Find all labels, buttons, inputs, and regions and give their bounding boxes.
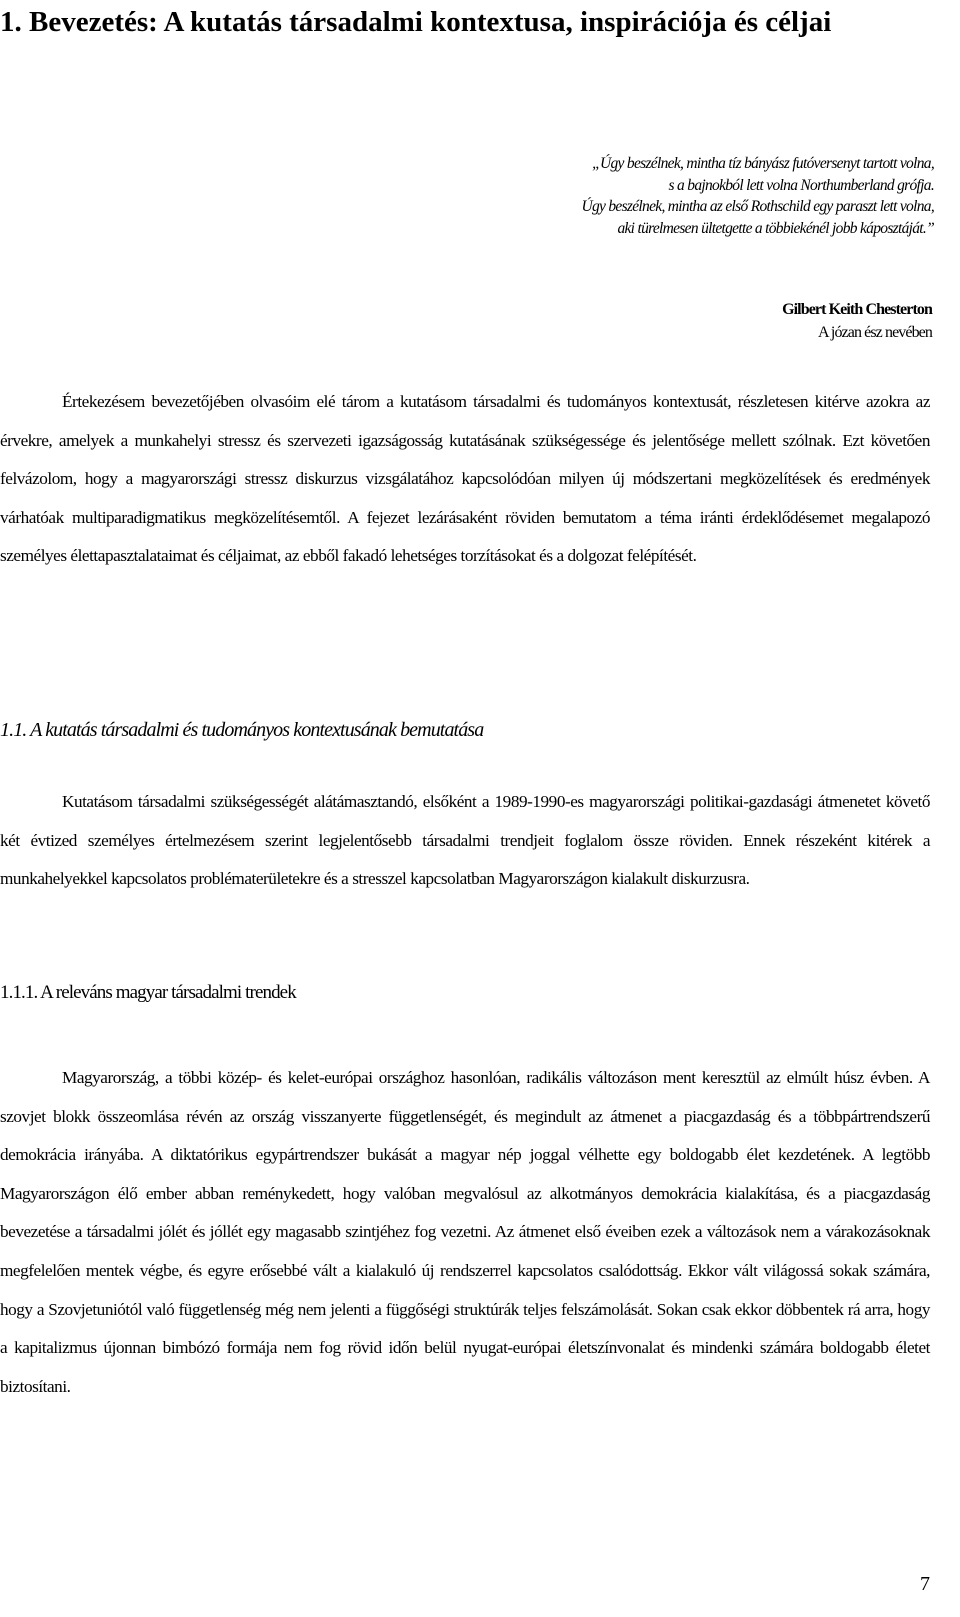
- epigraph-quote: [334, 153, 934, 239]
- epigraph-line: aki türelmesen ültetgette a többiekénél jobb káposztáját.”: [617, 219, 934, 237]
- epigraph-attribution: [782, 298, 932, 344]
- section-1-1-paragraph: Kutatásom társadalmi szükségességét alátámasztandó, elsőként a 1989-1990-es magyarországi politikai-gazdasági átmenetet követő két évtized személyes értelmezésem szerint legjelentősebb társadalmi trendjeit foglalom össze röviden. Ennek részeként kitérek a munkahelyekkel kapcsolatos problématerületekre és a stresszel kapcsolatban Magyarországon kialakult diskurzusra.: [0, 792, 930, 889]
- epigraph-author: Gilbert Keith Chesterton: [782, 301, 932, 318]
- epigraph-line: „Úgy beszélnek, mintha tíz bányász futóversenyt tartott volna,: [592, 155, 934, 172]
- epigraph-line: Úgy beszélnek, mintha az első Rothschild egy paraszt lett volna,: [581, 198, 934, 215]
- intro-paragraph: Értekezésem bevezetőjében olvasóim elé tárom a kutatásom társadalmi és tudományos kontextusát, részletesen kitérve azokra az érvekre, amelyek a munkahelyi stressz és szervezeti igazságosság kutatásának szükségessége és jelentősége mellett szólnak. Ezt követően felvázolom, hogy a magyarországi stressz diskurzus vizsgálatához kapcsolódóan milyen új módszertani megközelítések és eredmények várhatóak multiparadigmatikus megközelítésemtől. A fejezet lezárásaként röviden bemutatom a téma iránti érdeklődésemet megalapozó személyes élettapasztalataimat és céljaimat, az ebből fakadó lehetséges torzításokat és a dolgozat felépítését.: [0, 392, 930, 566]
- section-1-1-1-paragraph: Magyarország, a többi közép- és kelet-európai országhoz hasonlóan, radikális változáson ment keresztül az elmúlt húsz évben. A szovjet blokk összeomlása révén az ország visszanyerte függetlenségét, és megindult az átmenet a piacgazdaság és a többpártrendszerű demokrácia irányába. A diktatórikus egypártrendszer bukását a magyar nép joggal vélhette egy boldogabb élet kezdetének. A legtöbb Magyarországon élő ember abban reménykedett, hogy valóban megvalósul az alkotmányos demokrácia kialakítása, és a piacgazdaság bevezetése a társadalmi jólét és jóllét egy magasabb szintjéhez fog vezetni. Az átmenet első éveiben ezek a változások nem a várakozásoknak megfelelően mentek végbe, és egyre erősebbé vált a kialakuló új rendszerrel kapcsolatos csalódottság. Ekkor vált világossá sokak számára, hogy a Szovjetuniótól való függetlenség még nem jelenti a függőségi struktúrák teljes felszámolását. Sokan csak ekkor döbbentek rá arra, hogy a kapitalizmus újonnan bimbózó formája nem fog rövid időn belül nyugat-európai életszínvonalat és mindenki számára boldogabb életet biztosítani.: [0, 1068, 930, 1396]
- chapter-title: 1. Bevezetés: A kutatás társadalmi kontextusa, inspirációja és céljai: [0, 6, 832, 38]
- section-heading-1-1: 1.1. A kutatás társadalmi és tudományos kontextusának bemutatása: [0, 719, 484, 741]
- section-heading-1-1-1: 1.1.1. A releváns magyar társadalmi trendek: [0, 982, 296, 1003]
- epigraph-line: s a bajnokból lett volna Northumberland grófja.: [668, 176, 934, 194]
- page-number: 7: [920, 1573, 930, 1595]
- epigraph-work: A józan ész nevében: [818, 324, 932, 341]
